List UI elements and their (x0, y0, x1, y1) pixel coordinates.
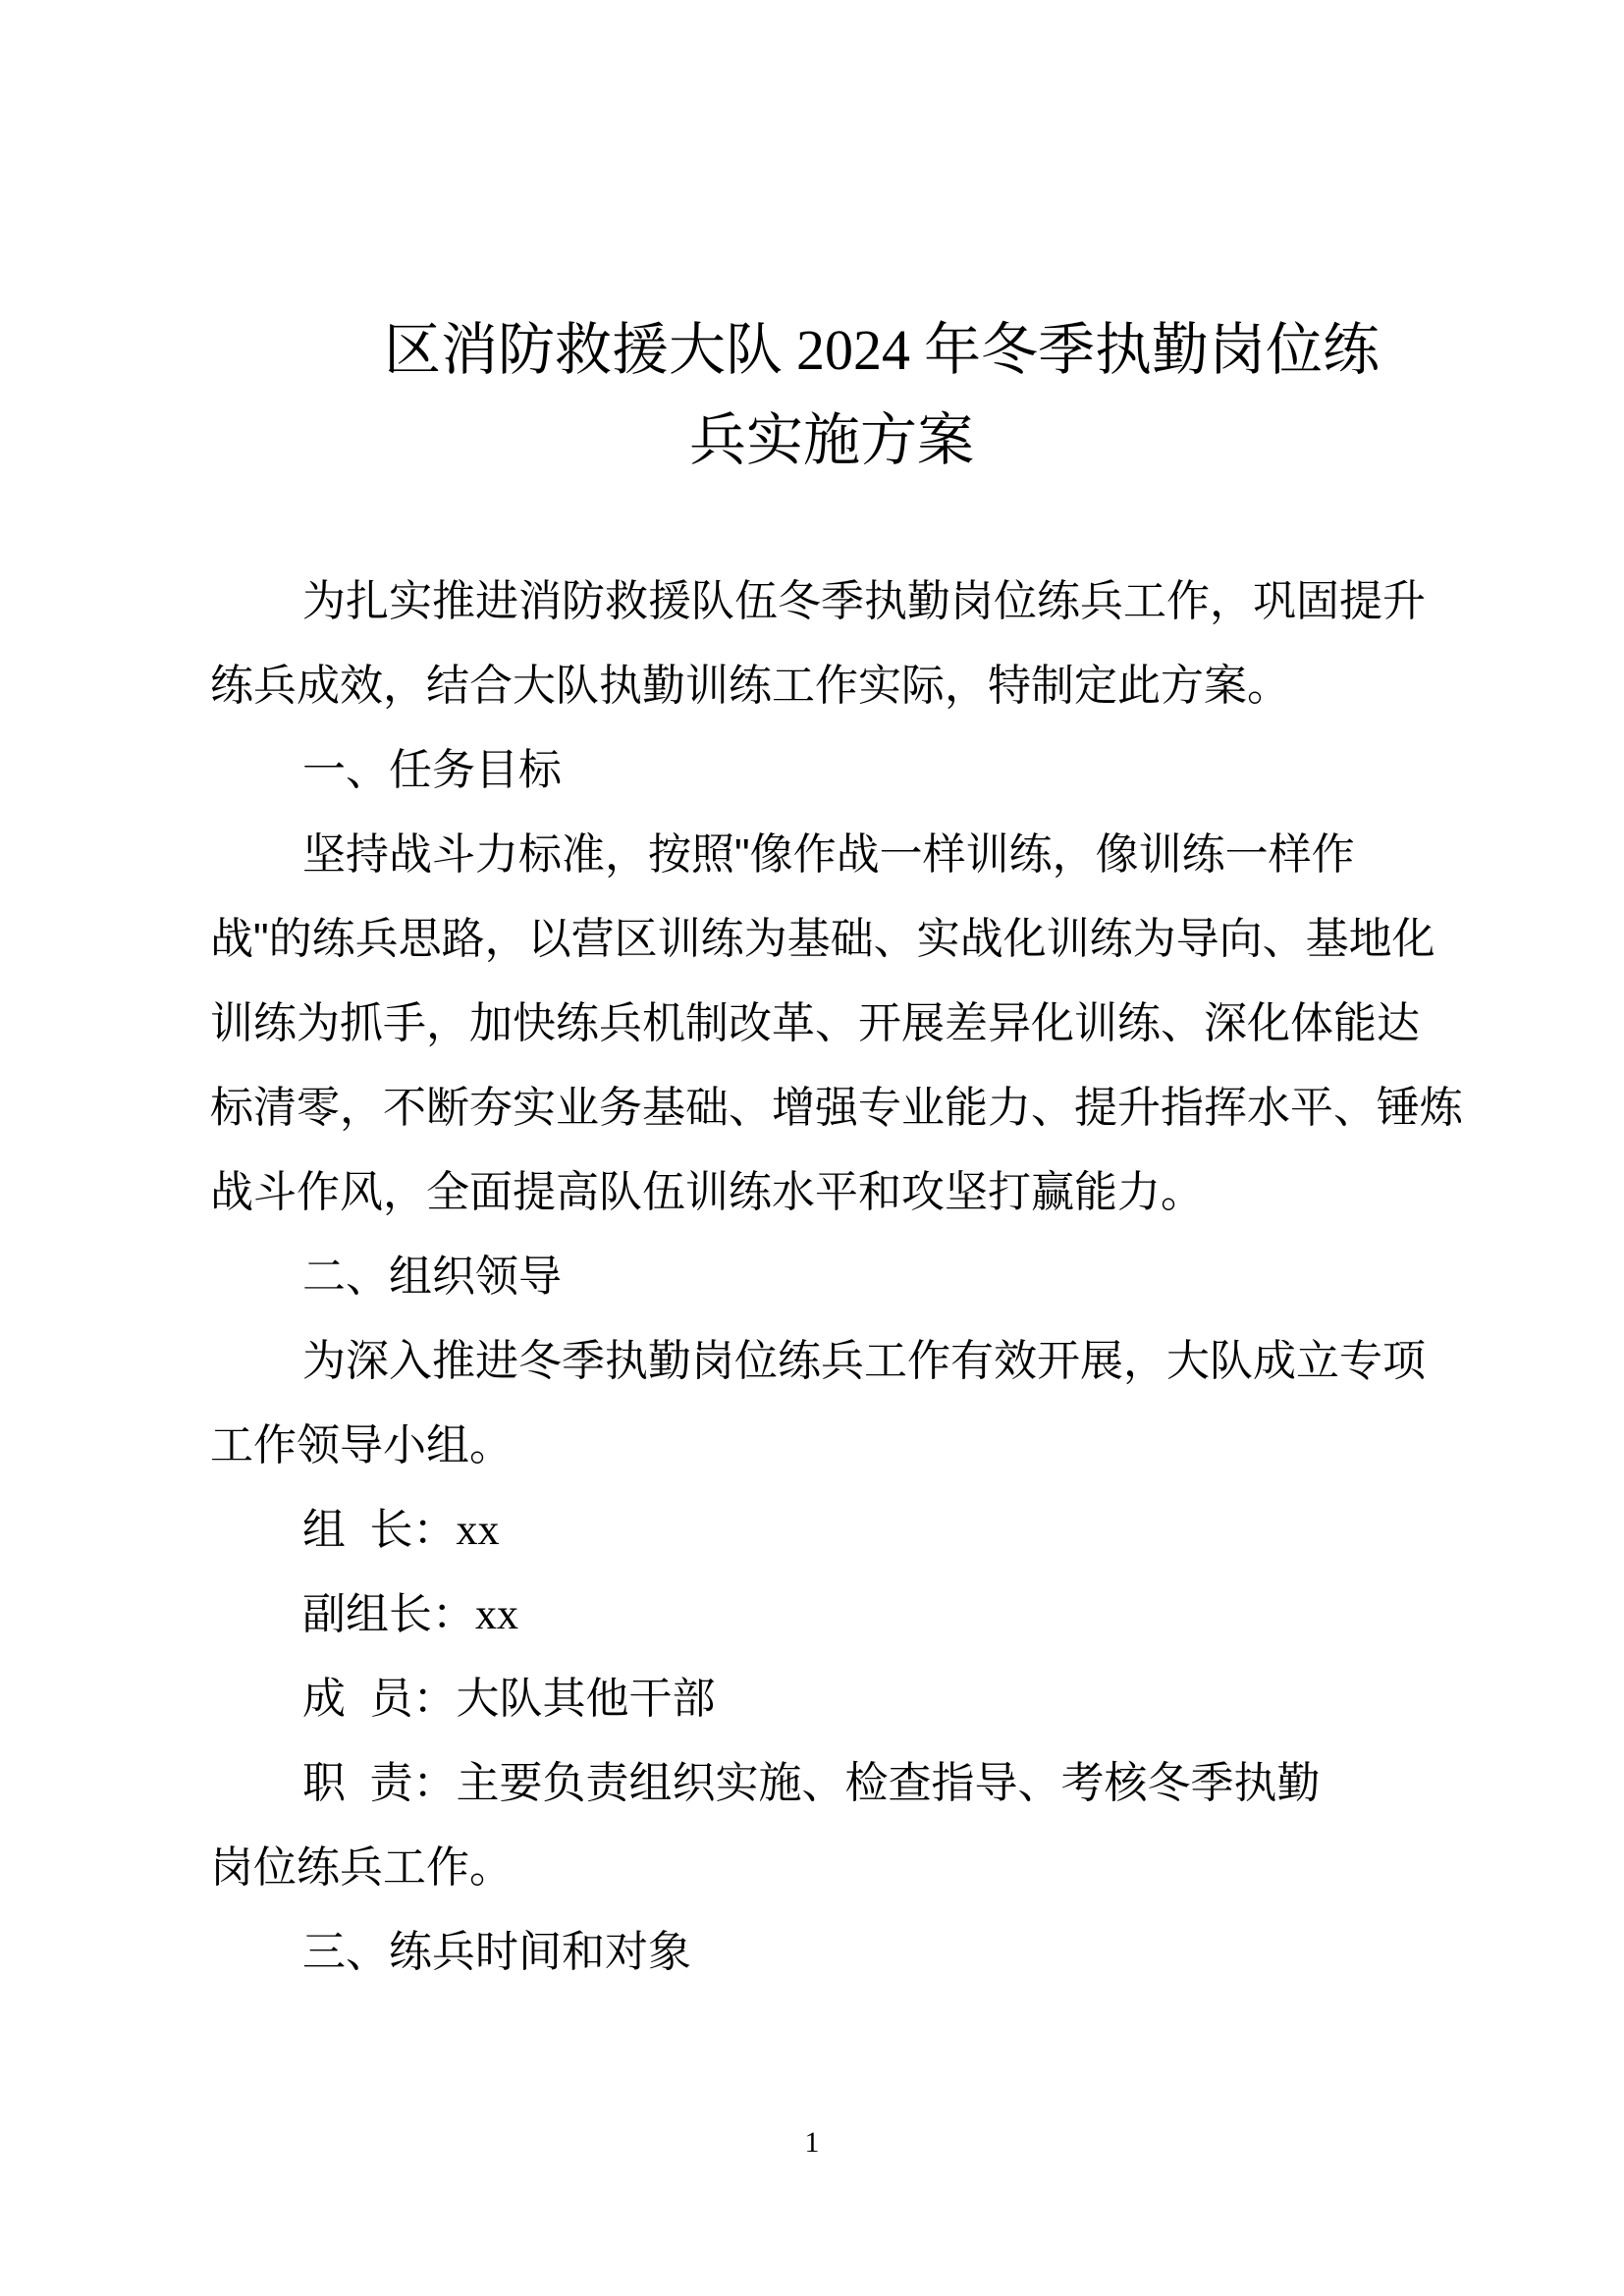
roster-members-label: 成 员： (302, 1675, 457, 1723)
roster-leader-value: xx (456, 1506, 500, 1554)
section-heading-1: 一、任务目标 (302, 746, 562, 794)
roster-members-value: 大队其他干部 (456, 1675, 716, 1723)
paragraph-line: 战"的练兵思路，以营区训练为基础、实战化训练为导向、基地化 (210, 915, 1435, 963)
roster-duty-label: 职 责： (302, 1759, 457, 1807)
title-line-2: 兵实施方案 (688, 408, 974, 472)
section-heading-3: 三、练兵时间和对象 (302, 1928, 691, 1976)
document-body (210, 560, 1463, 1995)
title-year: 2024 (796, 318, 910, 382)
roster-duty-line-wrap: 岗位练兵工作。 (210, 1843, 513, 1892)
roster-duty-value: 主要负责组织实施、检查指导、考核冬季执勤 (456, 1759, 1321, 1807)
roster-deputy-line (210, 1573, 1453, 1657)
page-number: 1 (804, 2126, 820, 2159)
paragraph-line: 为深入推进冬季执勤岗位练兵工作有效开展，大队成立专项 (302, 1337, 1426, 1385)
paragraph-line: 练兵成效，结合大队执勤训练工作实际，特制定此方案。 (210, 662, 1290, 710)
paragraph-line: 战斗作风，全面提高队伍训练水平和攻坚打赢能力。 (210, 1168, 1204, 1216)
section-heading-2: 二、组织领导 (302, 1253, 562, 1301)
paragraph-line: 为扎实推进消防救援队伍冬季执勤岗位练兵工作，巩固提升 (302, 577, 1426, 625)
title-line-1 (210, 305, 1453, 396)
paragraph-line: 工作领导小组。 (210, 1421, 513, 1469)
roster-deputy-value: xx (475, 1590, 518, 1638)
paragraph-line: 训练为抓手，加快练兵机制改革、开展差异化训练、深化体能达 (210, 999, 1420, 1047)
roster-duty-line (210, 1741, 1453, 1826)
roster-leader-label: 组 长： (302, 1506, 457, 1554)
roster-leader-line (210, 1488, 1453, 1573)
paragraph-line: 坚持战斗力标准，按照"像作战一样训练，像训练一样作 (302, 830, 1355, 879)
roster-deputy-label: 副组长： (302, 1590, 475, 1638)
paragraph-line: 标清零，不断夯实业务基础、增强专业能力、提升指挥水平、锤炼 (210, 1084, 1463, 1132)
document-title (210, 305, 1453, 486)
roster-members-line (210, 1657, 1453, 1741)
title-text-prefix: 区消防救援大队 (383, 318, 783, 382)
title-text-suffix: 年冬季执勤岗位练 (924, 318, 1380, 382)
